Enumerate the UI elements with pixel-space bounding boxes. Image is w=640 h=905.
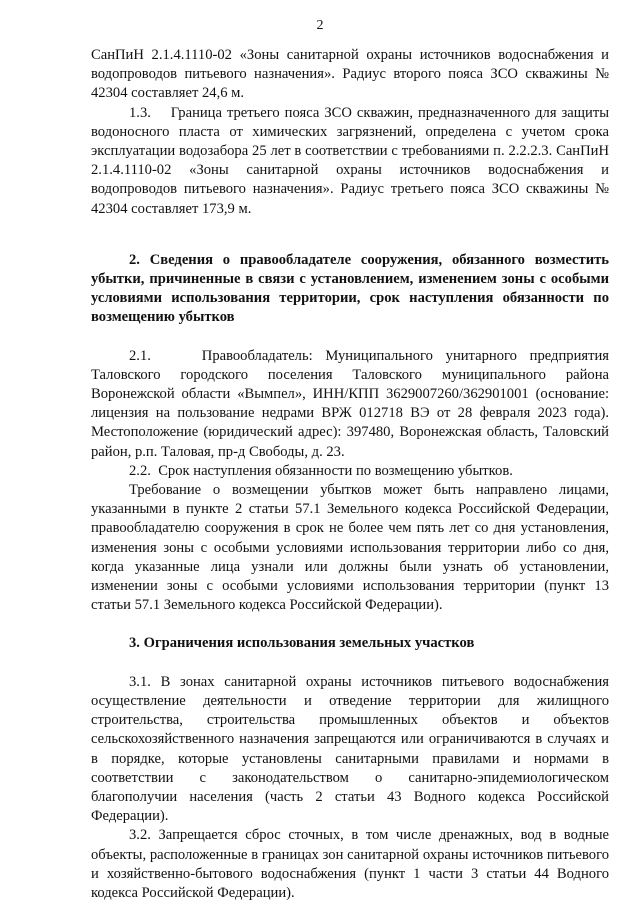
paragraph-1-3: 1.3. Граница третьего пояса ЗСО скважин, предназначенного для защиты водоносного пласта от химических загрязнений, определена с учетом срока эксплуатации водозабора 25 лет в соответствии с требованиями п. 2.2.2.3. СанПиН 2.1.4.1110-02 «Зоны санитарной охраны источников водоснабжения и водопроводов питьевого назначения». Радиус третьего пояса ЗСО скважины № 42304 составляет 173,9 м.	[91, 104, 609, 217]
section-heading-2: 2. Сведения о правообладателе сооружения, обязанного возместить убытки, причиненные в связи с установлением, изменением зоны с особыми условиями использования территории, срок наступления обязанности по возмещению убытков	[91, 251, 609, 326]
paragraph-3-2: 3.2. Запрещается сброс сточных, в том числе дренажных, вод в водные объекты, расположенные в границах зон санитарной охраны источников питьевого и хозяйственно-бытового водоснабжения (пункт 1 части 3 статьи 44 Водного кодекса Российской Федерации).	[91, 827, 609, 901]
paragraph-3-1: 3.1. В зонах санитарной охраны источников питьевого водоснабжения осуществление деятельности и отведение территории для жилищного строительства, строительства промышленных объектов и объектов сельскохозяйственного назначения запрещаются или ограничиваются в случаях и в порядке, которые установлены санитарными правилами и нормами в соответствии с законодательством о санитарно-эпидемиологическом благополучии населения (часть 2 статьи 43 Водного кодекса Российской Федерации).	[91, 673, 609, 825]
paragraph-2-1: 2.1. Правообладатель: Муниципального унитарного предприятия Таловского городского поселения Таловского муниципального района Воронежской области «Вымпел», ИНН/КПП 3629007260/362901001 (основание: лицензия на пользование недрами ВРЖ 012718 ВЭ от 28 февраля 2023 года). Местоположение (юридический адрес): 397480, Воронежская область, Таловский район, р.п. Таловая, пр-д Свободы, д. 23.	[91, 347, 609, 460]
document-body	[91, 46, 609, 903]
section-heading-3: 3. Ограничения использования земельных участков	[129, 635, 475, 652]
paragraph-requirement: Требование о возмещении убытков может быть направлено лицами, указанными в пункте 2 статьи 57.1 Земельного кодекса Российской Федерации, правообладателю сооружения в срок не более чем пять лет со дня установления, изменения зоны с особыми условиями использования территории либо со дня, когда указанные лица узнали или должны были узнать об установлении, изменении зоны с особыми условиями использования территории (пункт 13 статьи 57.1 Земельного кодекса Российской Федерации).	[91, 482, 609, 614]
page-number: 2	[316, 18, 324, 33]
paragraph-continuation: СанПиН 2.1.4.1110-02 «Зоны санитарной охраны источников водоснабжения и водопроводов питьевого назначения». Радиус второго пояса ЗСО скважины № 42304 составляет 24,6 м.	[91, 47, 609, 102]
paragraph-2-2: 2.2. Срок наступления обязанности по возмещению убытков.	[129, 462, 513, 479]
